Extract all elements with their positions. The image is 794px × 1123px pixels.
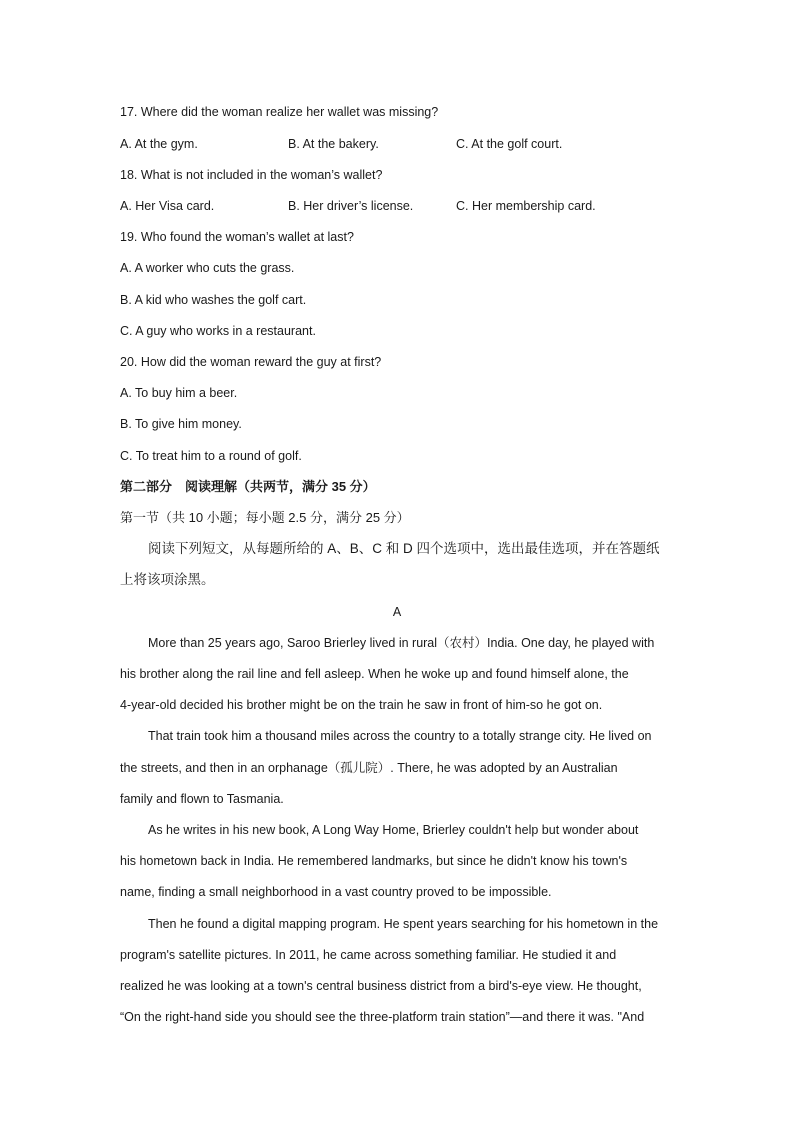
passage-line: program's satellite pictures. In 2011, he came across something familiar. He studied it and	[120, 948, 617, 962]
passage-line: his brother along the rail line and fell asleep. When he woke up and found himself alone, the	[120, 667, 629, 681]
q20-option-a: A. To buy him a beer.	[120, 386, 238, 400]
q17-option-c: C. At the golf court.	[456, 137, 563, 151]
q18-option-b: B. Her driver’s license.	[288, 199, 414, 213]
passage-label: A	[392, 605, 402, 619]
passage-line: More than 25 years ago, Saroo Brierley lived in rural（农村）India. One day, he played with	[148, 636, 655, 650]
instructions-line-2: 上将该项涂黑。	[120, 572, 215, 587]
passage-line: the streets, and then in an orphanage（孤儿院）. There, he was adopted by an Australian	[120, 761, 618, 775]
q18-option-c: C. Her membership card.	[456, 199, 596, 213]
passage-line: name, finding a small neighborhood in a vast country proved to be impossible.	[120, 885, 552, 899]
q17-option-b: B. At the bakery.	[288, 137, 379, 151]
q18-option-a: A. Her Visa card.	[120, 199, 215, 213]
q20-option-b: B. To give him money.	[120, 417, 242, 431]
passage-line: realized he was looking at a town's central business district from a bird's-eye view. He thought,	[120, 979, 642, 993]
question-17: 17. Where did the woman realize her wallet was missing?	[120, 105, 439, 119]
q19-option-a: A. A worker who cuts the grass.	[120, 261, 295, 275]
passage-line: As he writes in his new book, A Long Way Home, Brierley couldn't help but wonder about	[148, 823, 639, 837]
passage-line: 4-year-old decided his brother might be on the train he saw in front of him-so he got on.	[120, 698, 603, 712]
subsection-title: 第一节（共 10 小题；每小题 2.5 分，满分 25 分）	[120, 510, 410, 525]
q19-option-b: B. A kid who washes the golf cart.	[120, 293, 307, 307]
q20-option-c: C. To treat him to a round of golf.	[120, 449, 302, 463]
instructions-line-1: 阅读下列短文，从每题所给的 A、B、C 和 D 四个选项中，选出最佳选项，并在答题纸	[148, 541, 660, 556]
question-20: 20. How did the woman reward the guy at first?	[120, 355, 382, 369]
passage-line: his hometown back in India. He remembered landmarks, but since he didn't know his town's	[120, 854, 628, 868]
question-19: 19. Who found the woman’s wallet at last?	[120, 230, 354, 244]
passage-line: family and flown to Tasmania.	[120, 792, 284, 806]
passage-line: That train took him a thousand miles across the country to a totally strange city. He lived on	[148, 729, 652, 743]
question-18: 18. What is not included in the woman’s wallet?	[120, 168, 383, 182]
passage-line: “On the right-hand side you should see the three-platform train station”—and there it was. "And	[120, 1010, 645, 1024]
q17-option-a: A. At the gym.	[120, 137, 198, 151]
part-title: 第二部分 阅读理解（共两节，满分 35 分）	[120, 479, 376, 494]
passage-line: Then he found a digital mapping program. He spent years searching for his hometown in the	[148, 917, 659, 931]
q19-option-c: C. A guy who works in a restaurant.	[120, 324, 316, 338]
